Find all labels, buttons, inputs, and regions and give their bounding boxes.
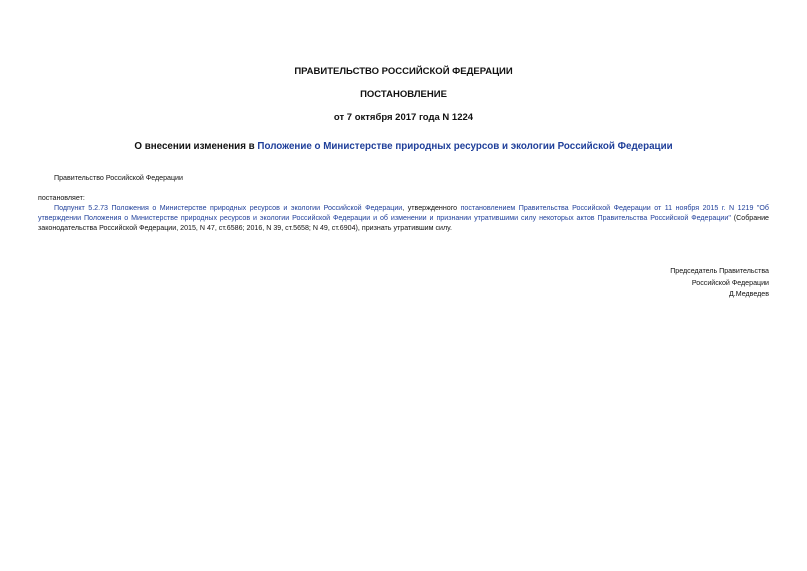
body-paragraph [38,203,769,233]
resolution-1219-link[interactable]: постановлением Правительства Российской Федерации от 11 ноября 2015 г. N 1219 "Об утверждении Положения о Министерстве природных ресурсов и экологии Российской Федерации и об изменении и признании утратившими силу некоторых актов Правительства Российской Федерации" [38,204,769,222]
government-heading: ПРАВИТЕЛЬСТВО РОССИЙСКОЙ ФЕДЕРАЦИИ [294,66,513,77]
document-title [0,141,807,152]
body-text-1: , утвержденного [402,204,461,212]
date-number-heading: от 7 октября 2017 года N 1224 [333,112,474,123]
body-text-2: (Собрание законодательства Российской Федерации, 2015, N 47, ст.6586; 2016, N 39, ст.5658; N 49, ст.6904), признать утратившим силу. [38,214,769,232]
signature-org: Российской Федерации [691,278,769,287]
signature-name: Д.Медведев [728,290,769,298]
subclause-link[interactable]: Подпункт 5.2.73 Положения о Министерстве природных ресурсов и экологии Российской Федерации [54,204,403,212]
signature-block [670,266,769,301]
resolves-line: постановляет: [38,194,85,202]
title-regulation-link[interactable]: Положение о Министерстве природных ресурсов и экологии Российской Федерации [257,141,673,152]
signature-position: Председатель Правительства [670,267,769,275]
document-type-heading: ПОСТАНОВЛЕНИЕ [360,89,447,100]
government-line: Правительство Российской Федерации [54,174,183,182]
title-prefix: О внесении изменения в [134,141,258,152]
